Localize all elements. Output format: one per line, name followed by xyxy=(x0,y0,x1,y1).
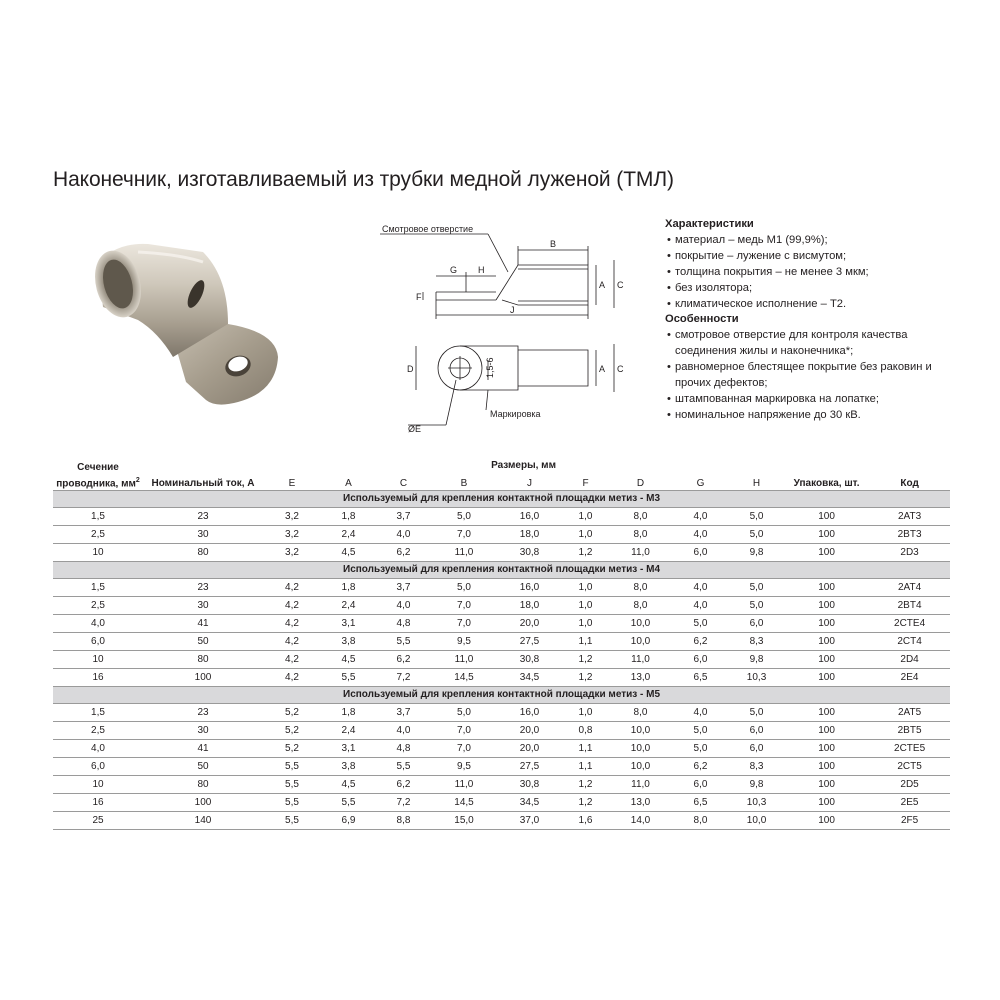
table-row xyxy=(53,758,950,776)
table-cell: 8,0 xyxy=(609,704,672,722)
dim-header: D xyxy=(636,478,645,489)
technical-drawing xyxy=(378,220,638,435)
dim-A-top: A xyxy=(599,364,606,374)
table-cell: 10 xyxy=(53,651,143,669)
table-cell: 9,5 xyxy=(431,758,497,776)
table-cell: 9,5 xyxy=(431,633,497,651)
table-cell: 2E5 xyxy=(869,794,950,812)
table-cell: 30 xyxy=(143,597,263,615)
table-cell: 1,1 xyxy=(562,633,609,651)
table-cell: 1,5 xyxy=(53,508,143,526)
table-cell: 30,8 xyxy=(497,651,562,669)
table-cell: 5,0 xyxy=(672,722,729,740)
page-title: Наконечник, изготавливаемый из трубки медной луженой (ТМЛ) xyxy=(53,168,674,191)
specs-panel xyxy=(665,217,965,424)
table-cell: 13,0 xyxy=(609,669,672,687)
table-cell: 50 xyxy=(143,633,263,651)
table-cell: 100 xyxy=(784,615,869,633)
table-cell: 11,0 xyxy=(609,544,672,562)
table-cell: 2BT4 xyxy=(869,597,950,615)
table-cell: 2CTE4 xyxy=(869,615,950,633)
table-row xyxy=(53,669,950,687)
table-cell: 8,0 xyxy=(609,526,672,544)
table-cell: 10,0 xyxy=(609,740,672,758)
dim-A: A xyxy=(599,280,606,290)
table-cell: 50 xyxy=(143,758,263,776)
table-cell: 7,0 xyxy=(431,597,497,615)
table-cell: 100 xyxy=(143,669,263,687)
dim-C: C xyxy=(617,280,624,290)
table-cell: 14,5 xyxy=(431,669,497,687)
table-cell: 2,4 xyxy=(321,722,376,740)
table-row xyxy=(53,633,950,651)
dim-F: F xyxy=(416,292,422,302)
table-cell: 4,0 xyxy=(672,508,729,526)
table-cell: 4,0 xyxy=(672,526,729,544)
table-cell: 2,5 xyxy=(53,722,143,740)
table-cell: 18,0 xyxy=(497,597,562,615)
table-cell: 100 xyxy=(784,776,869,794)
table-cell: 5,0 xyxy=(729,579,784,597)
table-cell: 5,5 xyxy=(376,633,431,651)
table-cell: 5,2 xyxy=(263,704,321,722)
dim-header: E xyxy=(288,478,296,489)
table-cell: 1,2 xyxy=(562,651,609,669)
table-cell: 3,7 xyxy=(376,508,431,526)
table-cell: 25 xyxy=(53,812,143,830)
table-cell: 3,7 xyxy=(376,704,431,722)
table-row xyxy=(53,812,950,830)
table-cell: 10 xyxy=(53,544,143,562)
list-item: • материал – медь М1 (99,9%); xyxy=(667,233,828,246)
table-cell: 20,0 xyxy=(497,740,562,758)
table-cell: 15,0 xyxy=(431,812,497,830)
header-current: Номинальный ток, А xyxy=(151,478,255,489)
table-cell: 11,0 xyxy=(431,651,497,669)
table-cell: 10,0 xyxy=(729,812,784,830)
table-cell: 5,5 xyxy=(321,669,376,687)
table-cell: 5,0 xyxy=(431,579,497,597)
table-cell: 8,0 xyxy=(609,579,672,597)
table-cell: 7,0 xyxy=(431,740,497,758)
table-cell: 4,0 xyxy=(672,597,729,615)
table-row xyxy=(53,776,950,794)
table-cell: 1,0 xyxy=(562,597,609,615)
table-cell: 3,7 xyxy=(376,579,431,597)
table-cell: 18,0 xyxy=(497,526,562,544)
table-cell: 1,0 xyxy=(562,526,609,544)
list-item: • номинальное напряжение до 30 кВ. xyxy=(667,408,861,421)
table-cell: 6,5 xyxy=(672,669,729,687)
list-item: • без изолятора; xyxy=(667,281,753,294)
table-cell: 2CT5 xyxy=(869,758,950,776)
table-row xyxy=(53,794,950,812)
table-cell: 8,0 xyxy=(672,812,729,830)
table-cell: 1,1 xyxy=(562,740,609,758)
table-cell: 5,5 xyxy=(263,812,321,830)
table-cell: 23 xyxy=(143,579,263,597)
table-cell: 16,0 xyxy=(497,508,562,526)
table-cell: 34,5 xyxy=(497,794,562,812)
table-cell: 5,0 xyxy=(729,704,784,722)
dim-header: H xyxy=(752,478,761,489)
table-cell: 1,2 xyxy=(562,544,609,562)
list-item: • штампованная маркировка на лопатке; xyxy=(667,392,879,405)
table-cell: 16 xyxy=(53,669,143,687)
table-cell: 100 xyxy=(784,812,869,830)
table-cell: 5,0 xyxy=(729,526,784,544)
table-cell: 1,6 xyxy=(562,812,609,830)
table-cell: 5,0 xyxy=(672,615,729,633)
characteristics-list xyxy=(665,233,965,313)
dim-thickness: 1,5-6 xyxy=(485,357,495,378)
features-list xyxy=(665,328,965,423)
table-cell: 5,5 xyxy=(376,758,431,776)
table-cell: 2,4 xyxy=(321,526,376,544)
table-cell: 4,8 xyxy=(376,740,431,758)
table-cell: 80 xyxy=(143,651,263,669)
dim-C-top: C xyxy=(617,364,624,374)
dim-E: ØE xyxy=(408,424,422,434)
table-cell: 6,2 xyxy=(376,651,431,669)
table-cell: 4,2 xyxy=(263,615,321,633)
table-cell: 3,8 xyxy=(321,758,376,776)
dim-header: F xyxy=(582,478,589,489)
table-cell: 140 xyxy=(143,812,263,830)
table-cell: 7,0 xyxy=(431,615,497,633)
product-photo xyxy=(78,232,288,417)
table-cell: 6,0 xyxy=(729,615,784,633)
table-cell: 6,0 xyxy=(672,776,729,794)
table-cell: 16 xyxy=(53,794,143,812)
table-cell: 0,8 xyxy=(562,722,609,740)
table-cell: 2,5 xyxy=(53,597,143,615)
table-cell: 16,0 xyxy=(497,704,562,722)
table-cell: 5,0 xyxy=(431,508,497,526)
table-cell: 20,0 xyxy=(497,722,562,740)
table-cell: 8,8 xyxy=(376,812,431,830)
table-cell: 10,3 xyxy=(729,669,784,687)
table-cell: 6,0 xyxy=(53,758,143,776)
list-item: • толщина покрытия – не менее 3 мкм; xyxy=(667,265,869,278)
table-cell: 11,0 xyxy=(431,544,497,562)
table-cell: 1,5 xyxy=(53,704,143,722)
table-cell: 7,2 xyxy=(376,794,431,812)
table-cell: 6,2 xyxy=(376,776,431,794)
table-cell: 4,0 xyxy=(376,597,431,615)
table-cell: 100 xyxy=(784,669,869,687)
group-label: Используемый для крепления контактной площадки метиз - М3 xyxy=(53,491,950,508)
table-cell: 11,0 xyxy=(609,651,672,669)
dim-H: H xyxy=(478,265,485,275)
table-cell: 2AT4 xyxy=(869,579,950,597)
table-row xyxy=(53,579,950,597)
table-cell: 11,0 xyxy=(609,776,672,794)
features-heading: Особенности xyxy=(665,313,739,326)
table-cell: 1,5 xyxy=(53,579,143,597)
table-group-row xyxy=(53,687,950,704)
table-cell: 16,0 xyxy=(497,579,562,597)
table-cell: 9,8 xyxy=(729,651,784,669)
list-item: • покрытие – лужение с висмутом; xyxy=(667,249,847,262)
table-row xyxy=(53,597,950,615)
table-cell: 5,2 xyxy=(263,740,321,758)
table-cell: 27,5 xyxy=(497,758,562,776)
table-cell: 27,5 xyxy=(497,633,562,651)
table-cell: 3,8 xyxy=(321,633,376,651)
table-cell: 30 xyxy=(143,722,263,740)
table-cell: 11,0 xyxy=(431,776,497,794)
table-cell: 5,5 xyxy=(263,776,321,794)
table-cell: 10,0 xyxy=(609,633,672,651)
characteristics-heading: Характеристики xyxy=(665,218,754,230)
table-cell: 100 xyxy=(784,758,869,776)
table-row xyxy=(53,508,950,526)
table-cell: 5,0 xyxy=(431,704,497,722)
table-cell: 1,8 xyxy=(321,704,376,722)
table-cell: 4,5 xyxy=(321,544,376,562)
dim-G: G xyxy=(450,265,458,275)
table-cell: 100 xyxy=(784,579,869,597)
table-cell: 4,0 xyxy=(672,579,729,597)
table-cell: 100 xyxy=(784,544,869,562)
table-cell: 14,5 xyxy=(431,794,497,812)
dim-J: J xyxy=(510,305,515,315)
dim-header: C xyxy=(399,478,408,489)
marking-label: Маркировка xyxy=(490,409,541,419)
table-cell: 30,8 xyxy=(497,776,562,794)
table-cell: 34,5 xyxy=(497,669,562,687)
table-cell: 20,0 xyxy=(497,615,562,633)
table-cell: 13,0 xyxy=(609,794,672,812)
table-row xyxy=(53,740,950,758)
table-cell: 10,0 xyxy=(609,758,672,776)
table-cell: 1,1 xyxy=(562,758,609,776)
table-cell: 5,2 xyxy=(263,722,321,740)
table-cell: 100 xyxy=(784,633,869,651)
table-cell: 30 xyxy=(143,526,263,544)
table-cell: 7,2 xyxy=(376,669,431,687)
table-cell: 41 xyxy=(143,740,263,758)
table-cell: 100 xyxy=(784,722,869,740)
table-cell: 2D4 xyxy=(869,651,950,669)
table-cell: 80 xyxy=(143,544,263,562)
dim-header: J xyxy=(527,478,532,489)
table-cell: 4,2 xyxy=(263,633,321,651)
table-cell: 4,0 xyxy=(53,615,143,633)
table-cell: 4,0 xyxy=(376,526,431,544)
table-cell: 4,5 xyxy=(321,776,376,794)
table-cell: 100 xyxy=(784,740,869,758)
table-cell: 100 xyxy=(784,508,869,526)
table-cell: 5,0 xyxy=(672,740,729,758)
table-cell: 10,0 xyxy=(609,615,672,633)
table-cell: 2F5 xyxy=(869,812,950,830)
table-cell: 6,2 xyxy=(376,544,431,562)
dim-header: A xyxy=(345,478,352,489)
table-row xyxy=(53,722,950,740)
table-cell: 41 xyxy=(143,615,263,633)
table-row xyxy=(53,526,950,544)
spec-table xyxy=(53,452,950,830)
table-cell: 6,2 xyxy=(672,633,729,651)
group-label: Используемый для крепления контактной площадки метиз - М5 xyxy=(53,687,950,704)
header-pack: Упаковка, шт. xyxy=(793,478,860,489)
table-cell: 100 xyxy=(784,651,869,669)
table-cell: 1,0 xyxy=(562,615,609,633)
dim-B: B xyxy=(550,239,557,249)
table-cell: 10,0 xyxy=(609,722,672,740)
table-cell: 100 xyxy=(784,794,869,812)
table-cell: 3,2 xyxy=(263,544,321,562)
dim-header: B xyxy=(460,478,468,489)
table-cell: 5,0 xyxy=(729,508,784,526)
table-cell: 1,2 xyxy=(562,776,609,794)
table-cell: 3,1 xyxy=(321,740,376,758)
list-item: • климатическое исполнение – Т2. xyxy=(667,297,847,310)
table-cell: 3,1 xyxy=(321,615,376,633)
table-cell: 7,0 xyxy=(431,722,497,740)
table-row xyxy=(53,704,950,722)
table-cell: 2D3 xyxy=(869,544,950,562)
table-cell: 6,2 xyxy=(672,758,729,776)
table-cell: 6,0 xyxy=(53,633,143,651)
table-cell: 2CTE5 xyxy=(869,740,950,758)
table-cell: 4,8 xyxy=(376,615,431,633)
table-body xyxy=(53,491,950,830)
table-cell: 10,3 xyxy=(729,794,784,812)
table-cell: 4,2 xyxy=(263,651,321,669)
table-cell: 100 xyxy=(784,597,869,615)
table-row xyxy=(53,651,950,669)
table-cell: 30,8 xyxy=(497,544,562,562)
table-cell: 37,0 xyxy=(497,812,562,830)
table-cell: 2BT5 xyxy=(869,722,950,740)
table-cell: 14,0 xyxy=(609,812,672,830)
table-group-row xyxy=(53,562,950,579)
list-item: • равномерное блестящее покрытие без раковин и прочих дефектов; xyxy=(667,361,932,390)
table-cell: 8,3 xyxy=(729,758,784,776)
table-cell: 2,4 xyxy=(321,597,376,615)
view-hole-label: Смотровое отверстие xyxy=(382,224,474,234)
table-cell: 6,5 xyxy=(672,794,729,812)
table-cell: 4,5 xyxy=(321,651,376,669)
table-cell: 2AT5 xyxy=(869,704,950,722)
table-cell: 1,8 xyxy=(321,508,376,526)
table-cell: 4,0 xyxy=(672,704,729,722)
table-cell: 1,0 xyxy=(562,704,609,722)
table-cell: 10 xyxy=(53,776,143,794)
table-cell: 2D5 xyxy=(869,776,950,794)
table-cell: 2E4 xyxy=(869,669,950,687)
table-row xyxy=(53,544,950,562)
table-cell: 6,9 xyxy=(321,812,376,830)
table-cell: 6,0 xyxy=(729,722,784,740)
table-cell: 8,0 xyxy=(609,508,672,526)
table-cell: 5,5 xyxy=(321,794,376,812)
table-cell: 9,8 xyxy=(729,776,784,794)
table-cell: 6,0 xyxy=(729,740,784,758)
table-cell: 23 xyxy=(143,508,263,526)
dim-D: D xyxy=(407,364,414,374)
table-cell: 23 xyxy=(143,704,263,722)
table-cell: 5,5 xyxy=(263,758,321,776)
table-cell: 1,2 xyxy=(562,794,609,812)
table-cell: 1,2 xyxy=(562,669,609,687)
header-code: Код xyxy=(900,478,919,489)
header-section: Сечение проводника, $мм^2$ xyxy=(56,461,140,489)
table-cell: 4,2 xyxy=(263,597,321,615)
table-cell: 1,8 xyxy=(321,579,376,597)
table-cell: 8,3 xyxy=(729,633,784,651)
table-group-row xyxy=(53,491,950,508)
table-cell: 1,0 xyxy=(562,508,609,526)
table-cell: 3,2 xyxy=(263,508,321,526)
table-cell: 100 xyxy=(784,704,869,722)
table-cell: 4,0 xyxy=(53,740,143,758)
table-cell: 6,0 xyxy=(672,544,729,562)
table-cell: 4,0 xyxy=(376,722,431,740)
dim-header: G xyxy=(696,478,705,489)
table-cell: 8,0 xyxy=(609,597,672,615)
table-cell: 2AT3 xyxy=(869,508,950,526)
table-cell: 6,0 xyxy=(672,651,729,669)
table-cell: 2CT4 xyxy=(869,633,950,651)
table-cell: 100 xyxy=(143,794,263,812)
table-cell: 5,5 xyxy=(263,794,321,812)
table-cell: 2BT3 xyxy=(869,526,950,544)
table-cell: 1,0 xyxy=(562,579,609,597)
list-item: • смотровое отверстие для контроля качества соединения жилы и наконечника*; xyxy=(667,329,908,358)
table-cell: 2,5 xyxy=(53,526,143,544)
table-cell: 7,0 xyxy=(431,526,497,544)
table-cell: 100 xyxy=(784,526,869,544)
header-dims: Размеры, мм xyxy=(491,460,556,471)
table-cell: 3,2 xyxy=(263,526,321,544)
table-cell: 5,0 xyxy=(729,597,784,615)
table-row xyxy=(53,615,950,633)
table-cell: 4,2 xyxy=(263,669,321,687)
table-cell: 4,2 xyxy=(263,579,321,597)
table-cell: 9,8 xyxy=(729,544,784,562)
group-label: Используемый для крепления контактной площадки метиз - М4 xyxy=(53,562,950,579)
table-cell: 80 xyxy=(143,776,263,794)
